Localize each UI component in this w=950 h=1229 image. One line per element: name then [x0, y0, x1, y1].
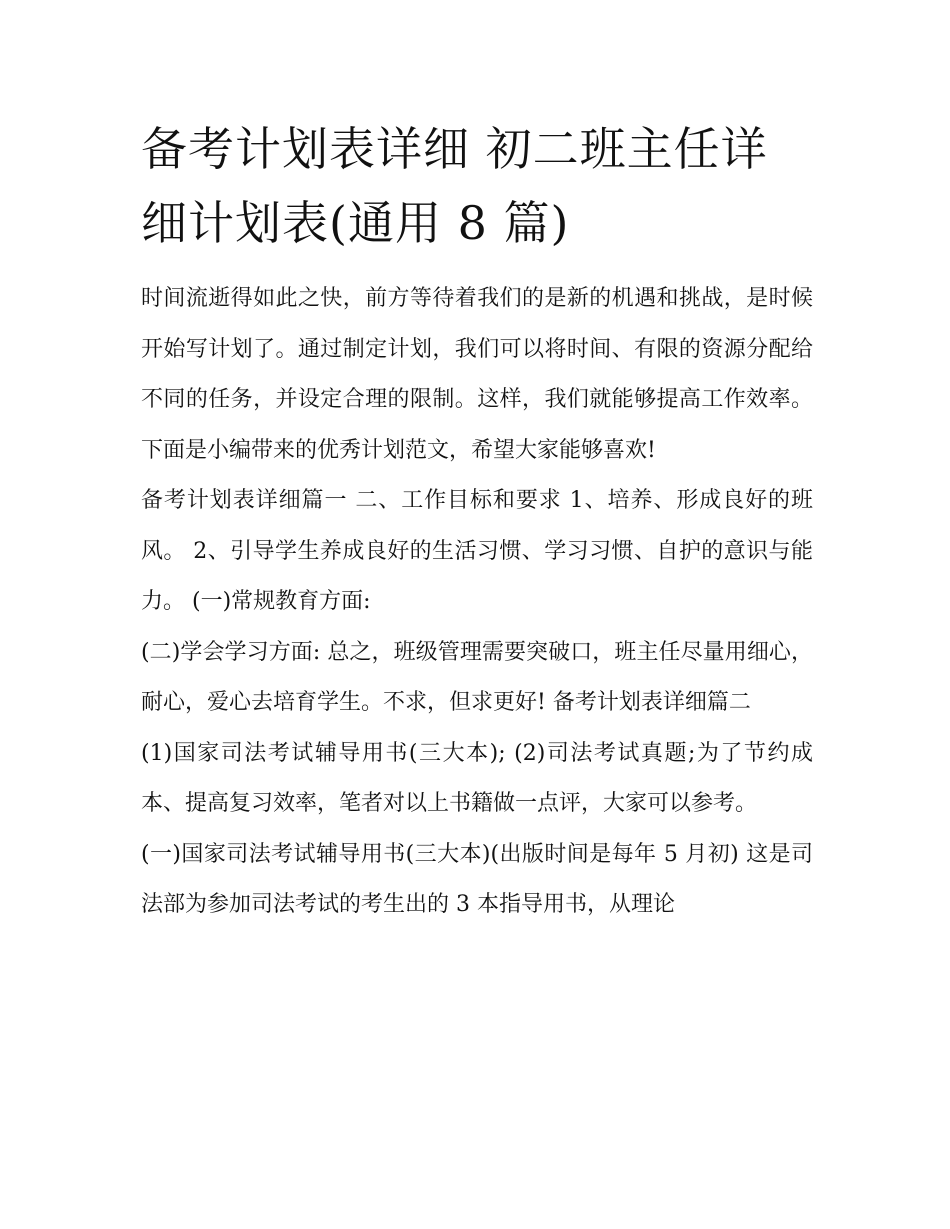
title-line-2: 细计划表(通用 8 篇): [141, 196, 570, 250]
paragraph-books-detail: (一)国家司法考试辅导用书(三大本)(出版时间是每年 5 月初) 这是司法部为参加司法考试的考生出的 3 本指导用书，从理论: [141, 841, 813, 917]
title-line-1: 备考计划表详细 初二班主任详: [141, 122, 768, 176]
paragraph-section-one-cont: (二)学会学习方面: 总之，班级管理需要突破口，班主任尽量用细心，耐心，爱心去培育学生。不求，但求更好! 备考计划表详细篇二: [141, 639, 813, 715]
document-body: [141, 274, 813, 931]
paragraph-intro: 时间流逝得如此之快，前方等待着我们的是新的机遇和挑战，是时候开始写计划了。通过制定计划，我们可以将时间、有限的资源分配给不同的任务，并设定合理的限制。这样，我们就能够提高工作效率。下面是小编带来的优秀计划范文，希望大家能够喜欢!: [141, 286, 813, 463]
paragraph-books-list: (1)国家司法考试辅导用书(三大本); (2)司法考试真题;为了节约成本、提高复习效率，笔者对以上书籍做一点评，大家可以参考。: [141, 740, 813, 816]
document-page: [141, 112, 813, 931]
paragraph-section-one: 备考计划表详细篇一 二、工作目标和要求 1、培养、形成良好的班风。 2、引导学生养成良好的生活习惯、学习习惯、自护的意识与能力。 (一)常规教育方面:: [141, 488, 813, 614]
document-title: [141, 112, 813, 260]
